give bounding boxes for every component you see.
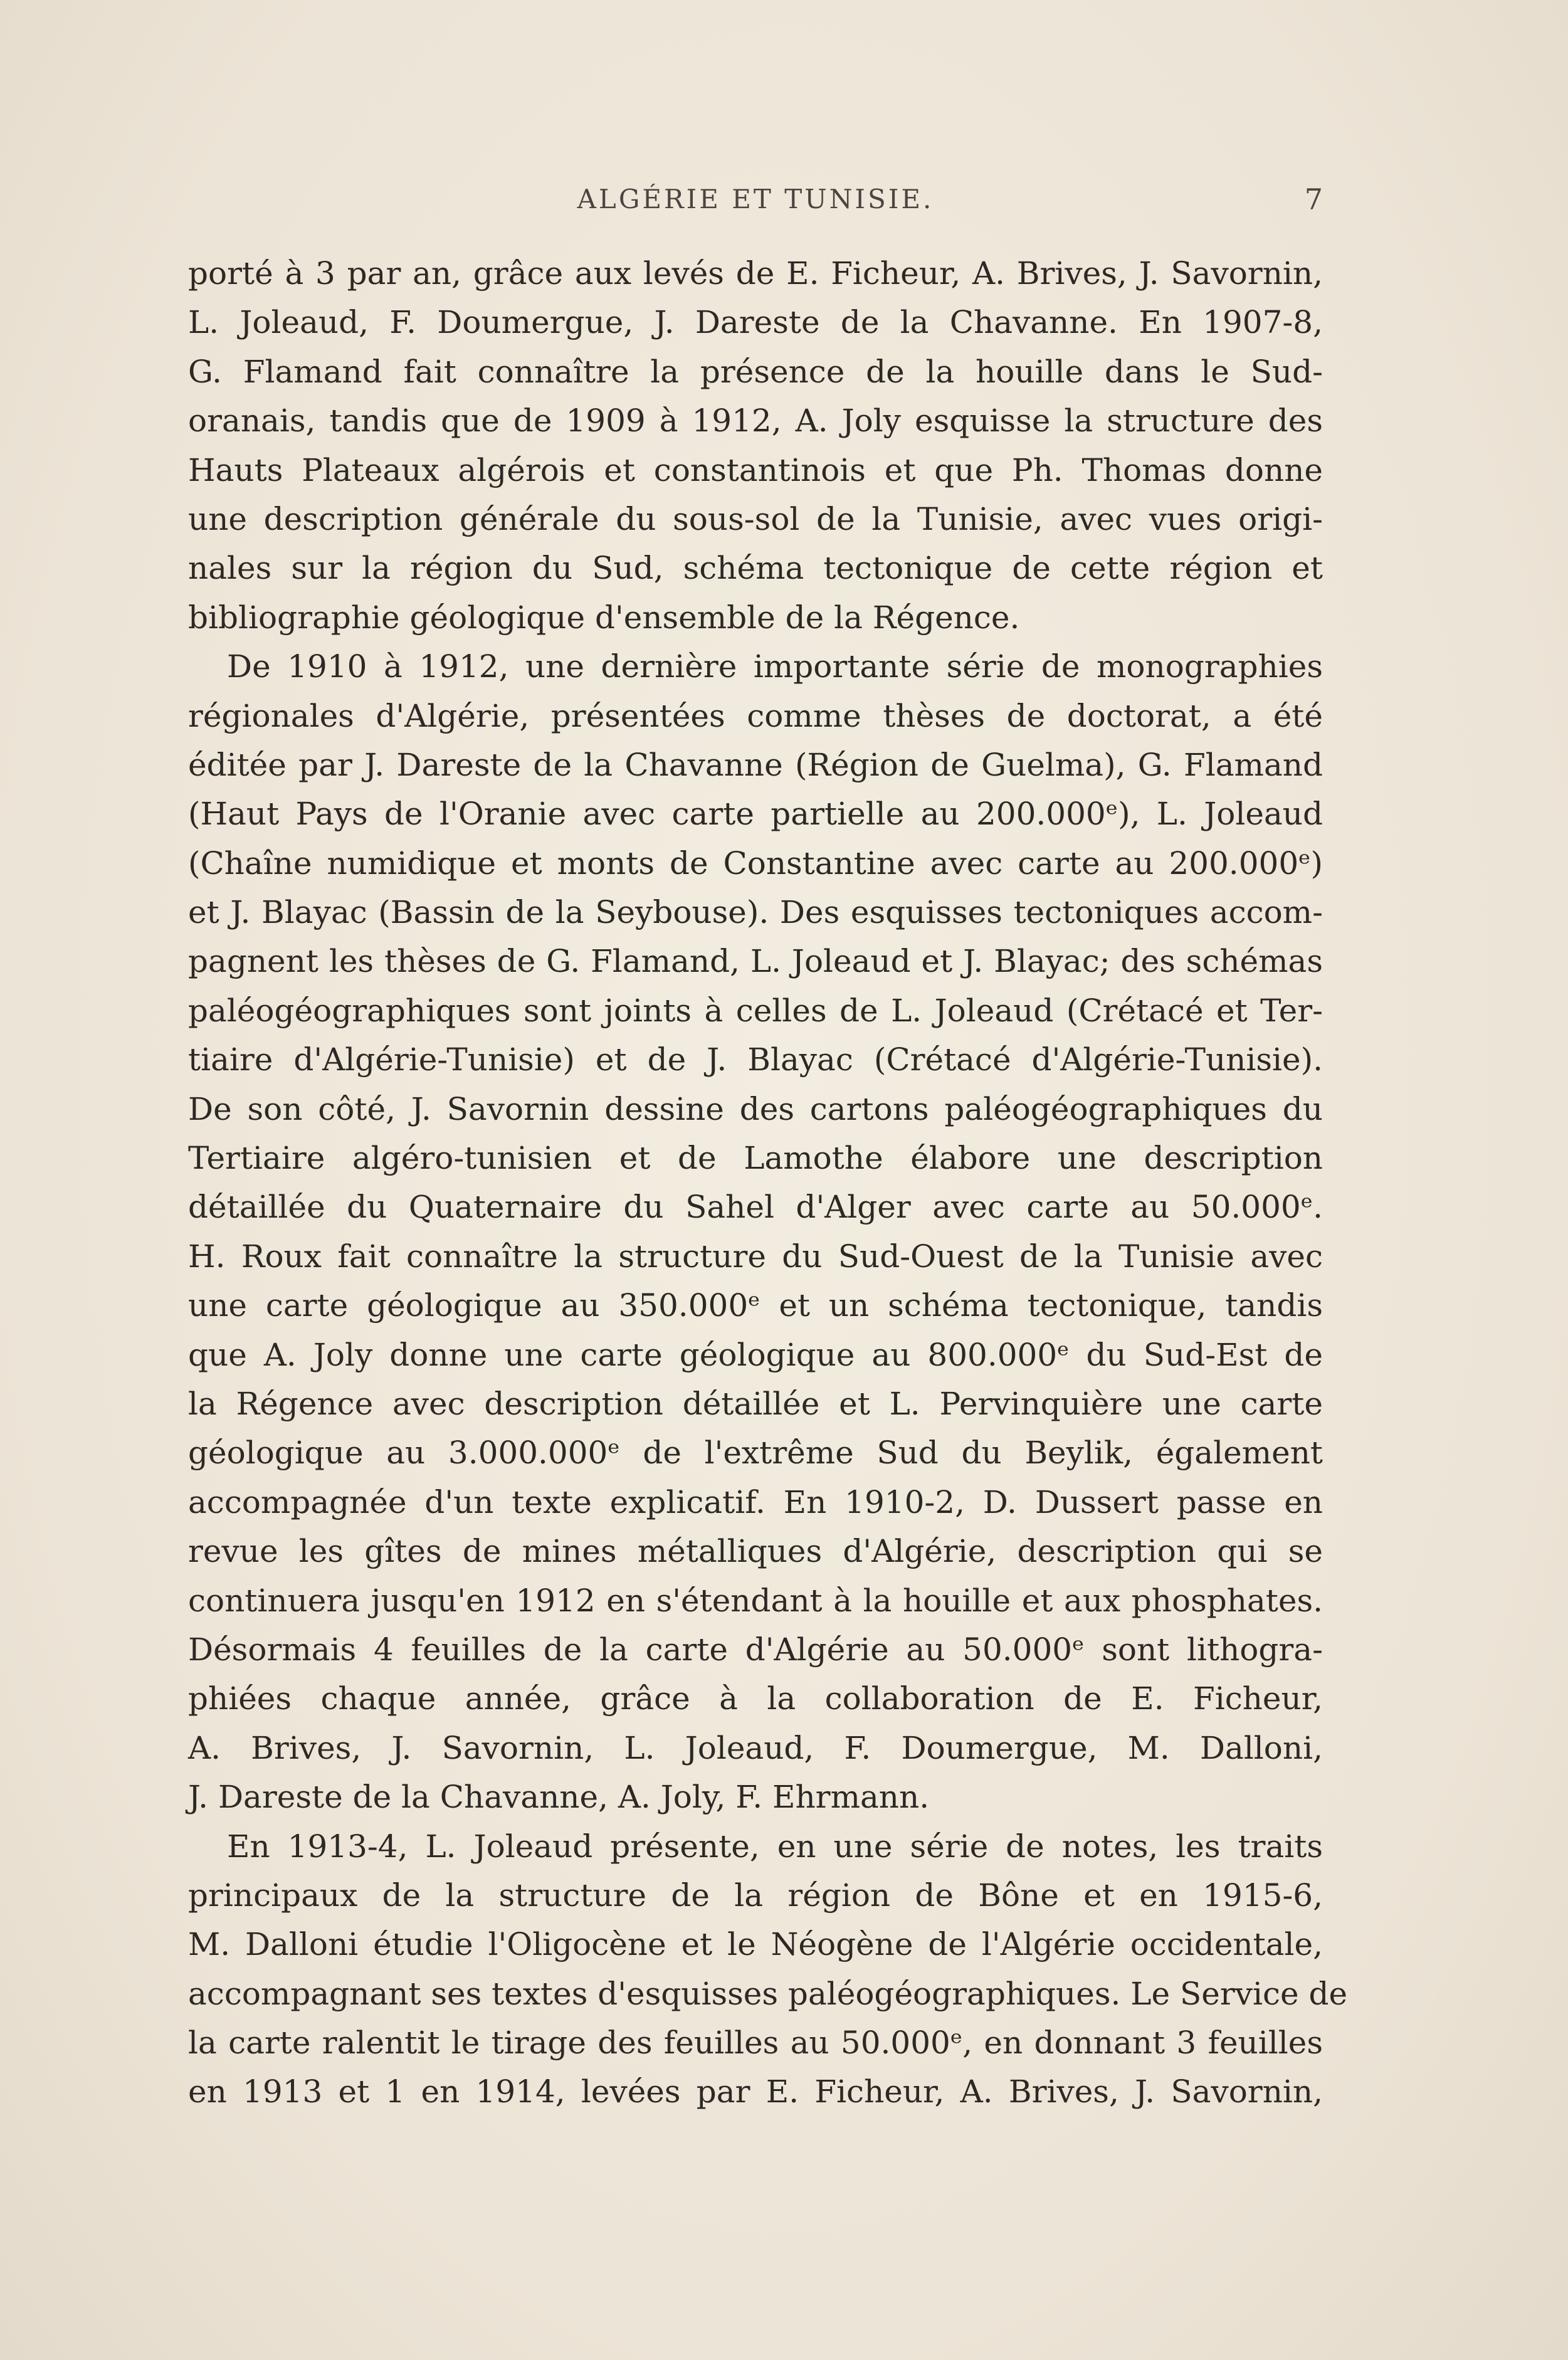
text-line: et J. Blayac (Bassin de la Seybouse). Des esquisses tectoniques accom-	[188, 894, 1323, 931]
text-line: que A. Joly donne une carte géologique au 800.000ᵉ du Sud-Est de	[188, 1336, 1323, 1373]
text-line: tiaire d'Algérie-Tunisie) et de J. Blayac (Crétacé d'Algérie-Tunisie).	[188, 1041, 1323, 1078]
text-line: éditée par J. Dareste de la Chavanne (Région de Guelma), G. Flamand	[188, 746, 1323, 783]
text-line: L. Joleaud, F. Doumergue, J. Dareste de la Chavanne. En 1907-8,	[188, 304, 1323, 341]
text-line: Tertiaire algéro-tunisien et de Lamothe élabore une description	[188, 1140, 1323, 1177]
text-line: détaillée du Quaternaire du Sahel d'Alger avec carte au 50.000ᵉ.	[188, 1189, 1323, 1226]
text-line: continuera jusqu'en 1912 en s'étendant à la houille et aux phosphates.	[188, 1582, 1323, 1619]
text-line: la carte ralentit le tirage des feuilles au 50.000ᵉ, en donnant 3 feuilles	[188, 2025, 1323, 2062]
text-line: accompagnée d'un texte explicatif. En 1910-2, D. Dussert passe en	[188, 1483, 1323, 1520]
text-line: la Régence avec description détaillée et L. Pervinquière une carte	[188, 1385, 1323, 1422]
page-header	[188, 181, 1323, 218]
running-title: ALGÉRIE ET TUNISIE.	[577, 184, 934, 214]
text-line: géologique au 3.000.000ᵉ de l'extrême Sud du Beylik, également	[188, 1435, 1323, 1472]
text-line: phiées chaque année, grâce à la collaboration de E. Ficheur,	[188, 1680, 1323, 1717]
body-text	[188, 249, 1348, 2117]
text-line: une carte géologique au 350.000ᵉ et un schéma tectonique, tandis	[188, 1287, 1323, 1324]
paragraph-start-line: De 1910 à 1912, une dernière importante série de monographies	[227, 648, 1323, 685]
text-line: De son côté, J. Savornin dessine des cartons paléogéographiques du	[188, 1090, 1323, 1127]
text-line: H. Roux fait connaître la structure du Sud-Ouest de la Tunisie avec	[188, 1238, 1323, 1275]
text-line: J. Dareste de la Chavanne, A. Joly, F. Ehrmann.	[188, 1779, 930, 1816]
text-line: M. Dalloni étudie l'Oligocène et le Néogène de l'Algérie occidentale,	[188, 1926, 1323, 1963]
text-line: régionales d'Algérie, présentées comme thèses de doctorat, a été	[188, 697, 1323, 734]
text-line: paléogéographiques sont joints à celles de L. Joleaud (Crétacé et Ter-	[188, 992, 1323, 1029]
text-line: porté à 3 par an, grâce aux levés de E. Ficheur, A. Brives, J. Savornin,	[188, 255, 1323, 292]
text-line: nales sur la région du Sud, schéma tectonique de cette région et	[188, 550, 1323, 587]
text-line: G. Flamand fait connaître la présence de la houille dans le Sud-	[188, 353, 1323, 390]
text-line: oranais, tandis que de 1909 à 1912, A. Joly esquisse la structure des	[188, 403, 1323, 440]
text-line: Hauts Plateaux algérois et constantinois et que Ph. Thomas donne	[188, 451, 1323, 488]
text-line: accompagnant ses textes d'esquisses paléogéographiques. Le Service de	[188, 1975, 1348, 2012]
text-line: une description générale du sous-sol de la Tunisie, avec vues origi-	[188, 500, 1323, 537]
page-number: 7	[1304, 182, 1323, 216]
text-line: (Chaîne numidique et monts de Constantine avec carte au 200.000ᵉ)	[188, 845, 1323, 882]
text-line: pagnent les thèses de G. Flamand, L. Joleaud et J. Blayac; des schémas	[188, 943, 1323, 980]
text-line: revue les gîtes de mines métalliques d'Algérie, description qui se	[188, 1533, 1323, 1570]
paragraph-start-line: En 1913-4, L. Joleaud présente, en une série de notes, les traits	[227, 1828, 1323, 1865]
text-line: Désormais 4 feuilles de la carte d'Algérie au 50.000ᵉ sont lithogra-	[188, 1631, 1323, 1668]
text-line: (Haut Pays de l'Oranie avec carte partielle au 200.000ᵉ), L. Joleaud	[188, 796, 1323, 833]
text-line: A. Brives, J. Savornin, L. Joleaud, F. Doumergue, M. Dalloni,	[188, 1729, 1323, 1766]
text-line: principaux de la structure de la région de Bône et en 1915-6,	[188, 1877, 1323, 1914]
text-line: en 1913 et 1 en 1914, levées par E. Ficheur, A. Brives, J. Savornin,	[188, 2073, 1323, 2110]
text-line: bibliographie géologique d'ensemble de la Régence.	[188, 599, 1020, 636]
